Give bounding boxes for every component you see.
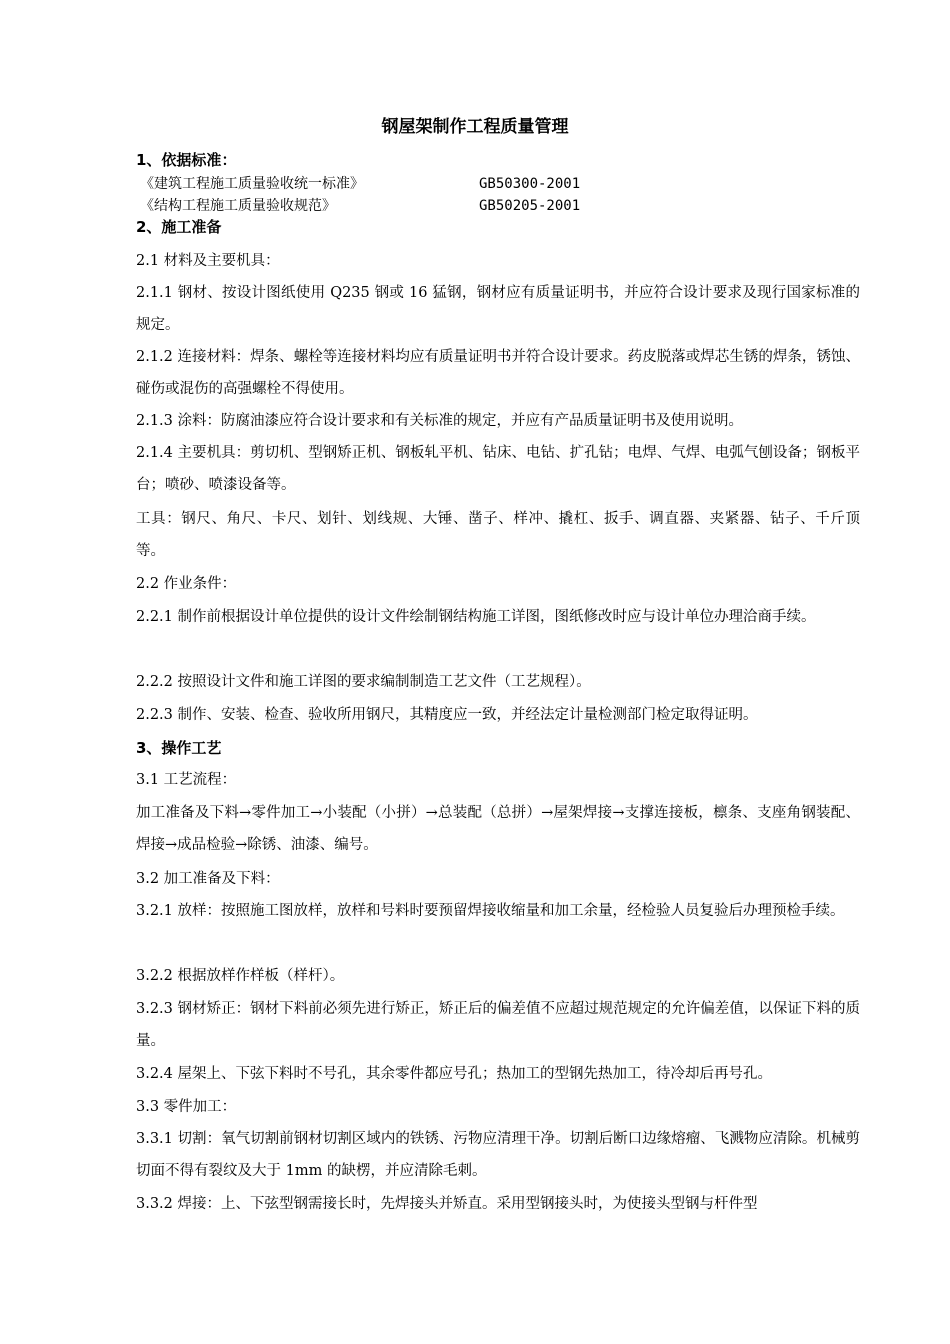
paragraph: 2.1 材料及主要机具： bbox=[136, 253, 280, 269]
paragraph: 加工准备及下料→零件加工→小装配（小拼）→总装配（总拼）→屋架焊接→支撑连接板，檩条、支座角钢装配、焊接→成品检验→除锈、油漆、编号。 bbox=[136, 805, 860, 853]
paragraph: 3.2.3 钢材矫正：钢材下料前必须先进行矫正，矫正后的偏差值不应超过规范规定的允许偏差值，以保证下料的质量。 bbox=[136, 1001, 860, 1049]
standard-item bbox=[140, 174, 840, 194]
paragraph: 2.1.2 连接材料：焊条、螺栓等连接材料均应有质量证明书并符合设计要求。药皮脱落或焊芯生锈的焊条，锈蚀、碰伤或混伤的高强螺栓不得使用。 bbox=[136, 349, 860, 397]
paragraph: 2.1.1 钢材、按设计图纸使用 Q235 钢或 16 猛钢，钢材应有质量证明书，并应符合设计要求及现行国家标准的规定。 bbox=[136, 285, 860, 333]
section-heading-basis: 1、依据标准： bbox=[136, 151, 237, 169]
paragraph: 3.2.2 根据放样作样板（样杆）。 bbox=[136, 968, 345, 984]
paragraph: 工具：钢尺、角尺、卡尺、划针、划线规、大锤、凿子、样冲、撬杠、扳手、调直器、夹紧器、钻子、千斤顶等。 bbox=[136, 511, 860, 559]
paragraph: 2.2.3 制作、安装、检查、验收所用钢尺，其精度应一致，并经法定计量检测部门检定取得证明。 bbox=[136, 707, 758, 723]
paragraph: 3.2.4 屋架上、下弦下料时不号孔，其余零件都应号孔；热加工的型钢先热加工，待冷却后再号孔。 bbox=[136, 1066, 772, 1082]
paragraph: 2.2.1 制作前根据设计单位提供的设计文件绘制钢结构施工详图，图纸修改时应与设计单位办理洽商手续。 bbox=[136, 609, 816, 625]
paragraph: 2.2.2 按照设计文件和施工详图的要求编制制造工艺文件（工艺规程）。 bbox=[136, 674, 591, 690]
page-title: 钢屋架制作工程质量管理 bbox=[381, 117, 569, 137]
standard-code: GB50300-2001 bbox=[479, 176, 581, 192]
paragraph: 2.1.4 主要机具：剪切机、型钢矫正机、钢板轧平机、钻床、电钻、扩孔钻；电焊、气焊、电弧气刨设备；钢板平台；喷砂、喷漆设备等。 bbox=[136, 445, 860, 493]
standard-name: 《结构工程施工质量验收规范》 bbox=[140, 198, 336, 214]
section-heading-preparation: 2、施工准备 bbox=[136, 218, 222, 236]
standard-name: 《建筑工程施工质量验收统一标准》 bbox=[140, 176, 364, 192]
paragraph: 3.3 零件加工： bbox=[136, 1099, 237, 1115]
paragraph: 3.3.2 焊接：上、下弦型钢需接长时，先焊接头并矫直。采用型钢接头时，为使接头型钢与杆件型 bbox=[136, 1196, 758, 1212]
standard-code: GB50205-2001 bbox=[479, 198, 581, 214]
section-heading-process: 3、操作工艺 bbox=[136, 739, 222, 757]
paragraph: 3.2 加工准备及下料： bbox=[136, 871, 280, 887]
paragraph: 3.3.1 切割：氧气切割前钢材切割区域内的铁锈、污物应清理干净。切割后断口边缘熔瘤、飞溅物应清除。机械剪切面不得有裂纹及大于 1mm 的缺楞，并应清除毛刺。 bbox=[136, 1131, 860, 1179]
paragraph: 3.1 工艺流程： bbox=[136, 772, 237, 788]
paragraph: 3.2.1 放样：按照施工图放样，放样和号料时要预留焊接收缩量和加工余量，经检验人员复验后办理预检手续。 bbox=[136, 903, 845, 919]
paragraph: 2.2 作业条件： bbox=[136, 576, 237, 592]
paragraph: 2.1.3 涂料：防腐油漆应符合设计要求和有关标准的规定，并应有产品质量证明书及使用说明。 bbox=[136, 413, 743, 429]
standard-item bbox=[140, 196, 840, 216]
